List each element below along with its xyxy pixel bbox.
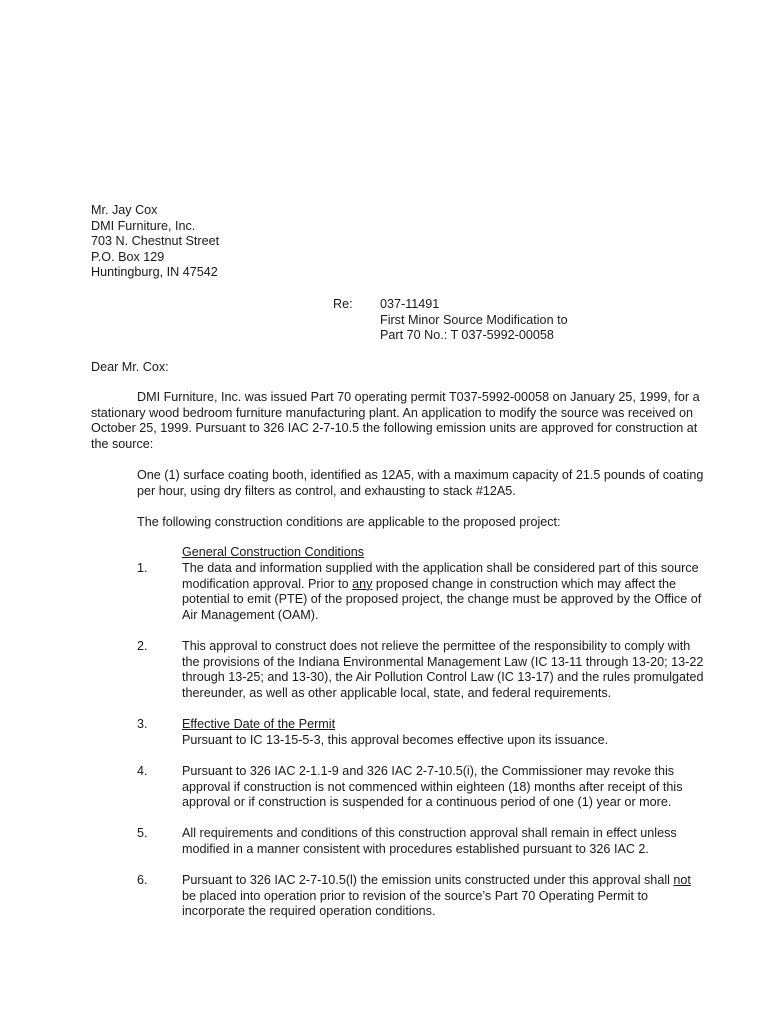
condition-5-text	[182, 826, 677, 857]
intro-line: DMI Furniture, Inc. was issued Part 70 operating permit T037-5992-00058 on January 25, 1999, for a	[137, 390, 700, 404]
condition-number: 3.	[137, 717, 148, 731]
emission-unit-description	[137, 468, 703, 499]
condition-line: thereunder, as well as other applicable local, state, and federal requirements.	[182, 685, 612, 700]
condition-line: through 13-25; and 13-30), the Air Pollution Control Law (IC 13-17) and the rules promulgated	[182, 670, 704, 685]
intro-line: the source:	[91, 436, 154, 451]
emphasis-any: any	[352, 576, 373, 591]
intro-line: stationary wood bedroom furniture manufacturing plant. An application to modify the source was received on	[91, 405, 694, 420]
condition-number: 2.	[137, 639, 148, 653]
recipient-city: Huntingburg, IN 47542	[91, 265, 218, 280]
reference-subject-line2: Part 70 No.: T 037-5992-00058	[380, 328, 554, 343]
recipient-street: 703 N. Chestnut Street	[91, 234, 220, 249]
condition-number: 5.	[137, 826, 148, 840]
condition-number: 4.	[137, 764, 148, 778]
condition-text-segment: Pursuant to 326 IAC 2-7-10.5(l) the emission units constructed under this approval shall	[182, 873, 674, 887]
recipient-company: DMI Furniture, Inc.	[91, 218, 196, 233]
condition-line: the provisions of the Indiana Environmental Management Law (IC 13-11 through 13-20; 13-22	[182, 654, 704, 669]
condition-1-text	[182, 561, 701, 623]
condition-line: Pursuant to IC 13-15-5-3, this approval becomes effective upon its issuance.	[182, 732, 609, 747]
reference-subject-line1: First Minor Source Modification to	[380, 312, 568, 327]
salutation: Dear Mr. Cox:	[91, 360, 169, 374]
reference-label: Re:	[333, 297, 353, 311]
condition-text-segment: proposed change in construction which may affect the	[372, 576, 677, 591]
recipient-pobox: P.O. Box 129	[91, 249, 165, 264]
condition-line: modified in a manner consistent with procedures established pursuant to 326 IAC 2.	[182, 841, 649, 856]
recipient-name: Mr. Jay Cox	[91, 203, 158, 217]
condition-line: The data and information supplied with the application shall be considered part of this source	[182, 561, 699, 575]
condition-line: incorporate the required operation conditions.	[182, 904, 436, 919]
conditions-intro: The following construction conditions are applicable to the proposed project:	[137, 515, 561, 529]
unit-line: per hour, using dry filters as control, and exhausting to stack #12A5.	[137, 483, 516, 498]
reference-number: 037-11491	[380, 297, 440, 311]
condition-line: approval if construction is not commenced within eighteen (18) months after receipt of this	[182, 779, 683, 794]
condition-line: All requirements and conditions of this construction approval shall remain in effect unless	[182, 826, 677, 840]
general-conditions-heading: General Construction Conditions	[182, 545, 365, 559]
emphasis-not: not	[673, 873, 691, 887]
condition-line: approval or if construction is suspended for a continuous period of one (1) year or more.	[182, 795, 672, 810]
condition-text-segment: modification approval. Prior to	[182, 576, 353, 591]
condition-line: Air Management (OAM).	[182, 607, 319, 622]
condition-2-text	[182, 639, 704, 701]
condition-line	[182, 873, 691, 889]
intro-line: October 25, 1999. Pursuant to 326 IAC 2-7-10.5 the following emission units are approved for construction at	[91, 421, 698, 436]
unit-line: One (1) surface coating booth, identified as 12A5, with a maximum capacity of 21.5 pounds of coating	[137, 468, 704, 482]
effective-date-heading: Effective Date of the Permit	[182, 717, 336, 731]
condition-line	[182, 577, 701, 593]
condition-line: Pursuant to 326 IAC 2-1.1-9 and 326 IAC 2-7-10.5(i), the Commissioner may revoke this	[182, 764, 675, 778]
condition-line: be placed into operation prior to revision of the source’s Part 70 Operating Permit to	[182, 888, 648, 903]
condition-line: potential to emit (PTE) of the proposed project, the change must be approved by the Office of	[182, 592, 702, 607]
condition-number: 1.	[137, 561, 148, 575]
condition-line: This approval to construct does not relieve the permittee of the responsibility to comply with	[182, 639, 691, 653]
recipient-address	[91, 203, 219, 281]
condition-6-text	[182, 873, 691, 920]
condition-number: 6.	[137, 873, 148, 887]
intro-paragraph	[91, 390, 700, 452]
condition-4-text	[182, 764, 683, 811]
condition-3-text	[182, 717, 608, 748]
